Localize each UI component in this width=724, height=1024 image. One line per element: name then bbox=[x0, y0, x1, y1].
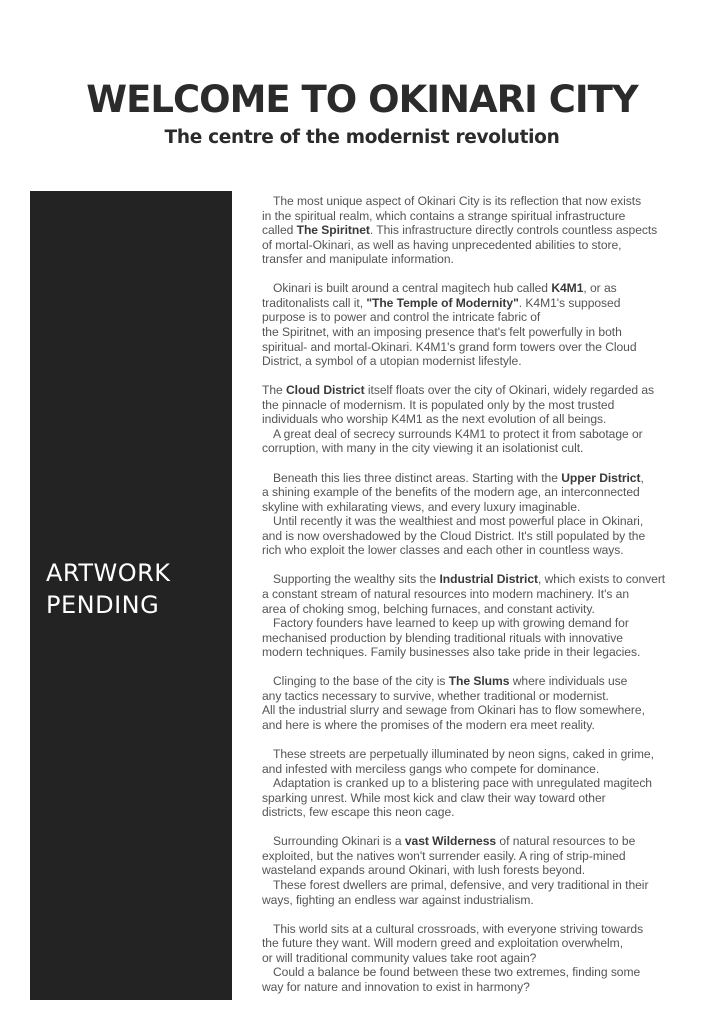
text-line bbox=[262, 354, 696, 369]
text-line bbox=[262, 398, 696, 413]
text-line bbox=[262, 587, 696, 602]
text-run: This world sits at a cultural crossroads, with everyone striving towards bbox=[273, 921, 644, 936]
paragraph bbox=[262, 922, 696, 995]
text-line bbox=[262, 572, 696, 587]
paragraph bbox=[262, 572, 696, 659]
text-run: districts, few escape this neon cage. bbox=[262, 805, 455, 820]
text-run: spiritual- and mortal-Okinari. K4M1's grand form towers over the Cloud bbox=[262, 339, 637, 354]
paragraph-gap bbox=[262, 369, 696, 384]
artwork-placeholder-panel bbox=[30, 191, 232, 1000]
text-run: traditonalists call it, bbox=[262, 295, 367, 310]
text-run: ways, fighting an endless war against industrialism. bbox=[262, 892, 534, 907]
text-run: The most unique aspect of Okinari City is its reflection that now exists bbox=[273, 194, 642, 208]
text-line bbox=[262, 805, 696, 820]
bold-term: Industrial District bbox=[439, 572, 538, 587]
text-run: itself floats over the city of Okinari, widely regarded as bbox=[364, 383, 655, 398]
text-line bbox=[262, 340, 696, 355]
text-run: Surrounding Okinari is a bbox=[273, 834, 405, 849]
text-line bbox=[262, 791, 696, 806]
bold-term: Upper District bbox=[561, 470, 641, 485]
text-run: . K4M1's supposed bbox=[518, 295, 621, 310]
text-run: A great deal of secrecy surrounds K4M1 to protect it from sabotage or bbox=[273, 426, 643, 441]
page-title: WELCOME TO OKINARI CITY bbox=[86, 78, 638, 121]
text-run: the pinnacle of modernism. It is populated only by the most trusted bbox=[262, 397, 615, 412]
text-line bbox=[262, 602, 696, 617]
text-line bbox=[262, 674, 696, 689]
text-line bbox=[262, 310, 696, 325]
text-line bbox=[262, 427, 696, 442]
text-line bbox=[262, 296, 696, 311]
bold-term: Cloud District bbox=[286, 383, 365, 398]
paragraph-gap bbox=[262, 907, 696, 922]
text-line bbox=[262, 849, 696, 864]
text-run: Until recently it was the wealthiest and most powerful place in Okinari, bbox=[273, 514, 644, 529]
bold-term: The Spiritnet bbox=[296, 223, 370, 238]
text-run: individuals who worship K4M1 as the next evolution of all beings. bbox=[262, 412, 607, 427]
text-line bbox=[262, 834, 696, 849]
text-line bbox=[262, 514, 696, 529]
text-line bbox=[262, 412, 696, 427]
text-line bbox=[262, 893, 696, 908]
text-line bbox=[262, 223, 696, 238]
text-run: , or as bbox=[583, 281, 617, 296]
text-run: modern techniques. Family businesses also take pride in their legacies. bbox=[262, 645, 641, 660]
text-run: and here is where the promises of the modern era meet reality. bbox=[262, 717, 595, 732]
artwork-pending-label bbox=[46, 557, 171, 621]
text-run: Okinari is built around a central magitech hub called bbox=[273, 281, 552, 296]
text-run: a shining example of the benefits of the modern age, an interconnected bbox=[262, 485, 640, 500]
bold-term: "The Temple of Modernity" bbox=[366, 295, 519, 310]
text-line bbox=[262, 616, 696, 631]
text-run: of mortal-Okinari, as well as having unprecedented abilities to store, bbox=[262, 237, 622, 252]
text-run: transfer and manipulate information. bbox=[262, 252, 454, 267]
text-run: the future they want. Will modern greed and exploitation overwhelm, bbox=[262, 936, 623, 951]
text-run: These forest dwellers are primal, defensive, and very traditional in their bbox=[273, 878, 649, 893]
text-line bbox=[262, 543, 696, 558]
text-line bbox=[262, 922, 696, 937]
text-line bbox=[262, 281, 696, 296]
text-line bbox=[262, 747, 696, 762]
text-line bbox=[262, 383, 696, 398]
text-line bbox=[262, 762, 696, 777]
text-line bbox=[262, 951, 696, 966]
text-run: , which exists to convert bbox=[537, 572, 666, 587]
paragraph-gap bbox=[262, 732, 696, 747]
text-run: . This infrastructure directly controls countless aspects bbox=[369, 223, 658, 238]
text-line bbox=[262, 703, 696, 718]
text-run: All the industrial slurry and sewage from Okinari has to flow somewhere, bbox=[262, 703, 645, 718]
text-line bbox=[262, 252, 696, 267]
text-line bbox=[262, 631, 696, 646]
text-line bbox=[262, 878, 696, 893]
text-run: way for nature and innovation to exist in harmony? bbox=[262, 979, 530, 994]
text-run: a constant stream of natural resources into modern machinery. It's an bbox=[262, 586, 629, 601]
paragraph-gap bbox=[262, 267, 696, 282]
text-line bbox=[262, 471, 696, 486]
text-line bbox=[262, 500, 696, 515]
text-run: or will traditional community values take root again? bbox=[262, 950, 537, 965]
text-run: called bbox=[262, 223, 297, 238]
text-line bbox=[262, 529, 696, 544]
text-run: District, a symbol of a utopian modernist lifestyle. bbox=[262, 354, 522, 369]
artwork-label-line1: ARTWORK bbox=[46, 559, 171, 587]
text-run: Factory founders have learned to keep up with growing demand for bbox=[273, 616, 629, 631]
text-run: The bbox=[262, 383, 286, 398]
text-run: Adaptation is cranked up to a blistering pace with unregulated magitech bbox=[273, 776, 652, 791]
text-run: purpose is to power and control the intricate fabric of bbox=[262, 310, 541, 325]
text-run: where individuals use bbox=[509, 674, 628, 689]
paragraph-gap bbox=[262, 660, 696, 675]
text-line bbox=[262, 441, 696, 456]
paragraph bbox=[262, 747, 696, 820]
text-run: skyline with exhilarating views, and every luxury imaginable. bbox=[262, 499, 581, 514]
text-line bbox=[262, 689, 696, 704]
text-run: in the spiritual realm, which contains a strange spiritual infrastructure bbox=[262, 208, 626, 223]
bold-term: The Slums bbox=[448, 674, 510, 689]
text-run: the Spiritnet, with an imposing presence that's felt powerfully in both bbox=[262, 324, 622, 339]
text-line bbox=[262, 194, 696, 209]
paragraph bbox=[262, 674, 696, 732]
page-subtitle: The centre of the modernist revolution bbox=[164, 127, 560, 148]
text-run: rich who exploit the lower classes and each other in countless ways. bbox=[262, 543, 624, 558]
text-run: and is now overshadowed by the Cloud District. It's still populated by the bbox=[262, 528, 646, 543]
paragraph bbox=[262, 383, 696, 456]
text-run: Could a balance be found between these two extremes, finding some bbox=[273, 965, 641, 980]
text-run: Clinging to the base of the city is bbox=[273, 674, 449, 689]
text-run: , bbox=[640, 470, 644, 485]
text-run: any tactics necessary to survive, whether traditional or modernist. bbox=[262, 688, 609, 703]
text-line bbox=[262, 718, 696, 733]
artwork-label-line2: PENDING bbox=[46, 591, 160, 619]
text-run: wasteland expands around Okinari, with lush forests beyond. bbox=[262, 863, 586, 878]
text-run: of natural resources to be bbox=[496, 834, 636, 849]
paragraph-gap bbox=[262, 456, 696, 471]
text-line bbox=[262, 965, 696, 980]
text-run: mechanised production by blending traditional rituals with innovative bbox=[262, 630, 623, 645]
text-line bbox=[262, 485, 696, 500]
bold-term: vast Wilderness bbox=[404, 834, 497, 849]
text-line bbox=[262, 980, 696, 995]
text-line bbox=[262, 645, 696, 660]
paragraph-gap bbox=[262, 558, 696, 573]
text-run: and infested with merciless gangs who compete for dominance. bbox=[262, 761, 600, 776]
text-run: corruption, with many in the city viewing it an isolationist cult. bbox=[262, 441, 584, 456]
text-line bbox=[262, 209, 696, 224]
text-run: sparking unrest. While most kick and claw their way toward other bbox=[262, 790, 606, 805]
paragraph bbox=[262, 281, 696, 368]
text-line bbox=[262, 238, 696, 253]
text-line bbox=[262, 776, 696, 791]
text-run: exploited, but the natives won't surrender easily. A ring of strip-mined bbox=[262, 848, 626, 863]
paragraph-gap bbox=[262, 820, 696, 835]
text-line bbox=[262, 325, 696, 340]
text-run: Supporting the wealthy sits the bbox=[273, 572, 440, 587]
text-line bbox=[262, 863, 696, 878]
text-run: These streets are perpetually illuminated by neon signs, caked in grime, bbox=[273, 747, 654, 762]
text-run: Beneath this lies three distinct areas. Starting with the bbox=[273, 470, 562, 485]
text-run: area of choking smog, belching furnaces, and constant activity. bbox=[262, 601, 595, 616]
paragraph bbox=[262, 194, 696, 267]
bold-term: K4M1 bbox=[551, 281, 584, 296]
paragraph bbox=[262, 471, 696, 558]
body-text bbox=[262, 194, 696, 994]
text-line bbox=[262, 936, 696, 951]
paragraph bbox=[262, 834, 696, 907]
